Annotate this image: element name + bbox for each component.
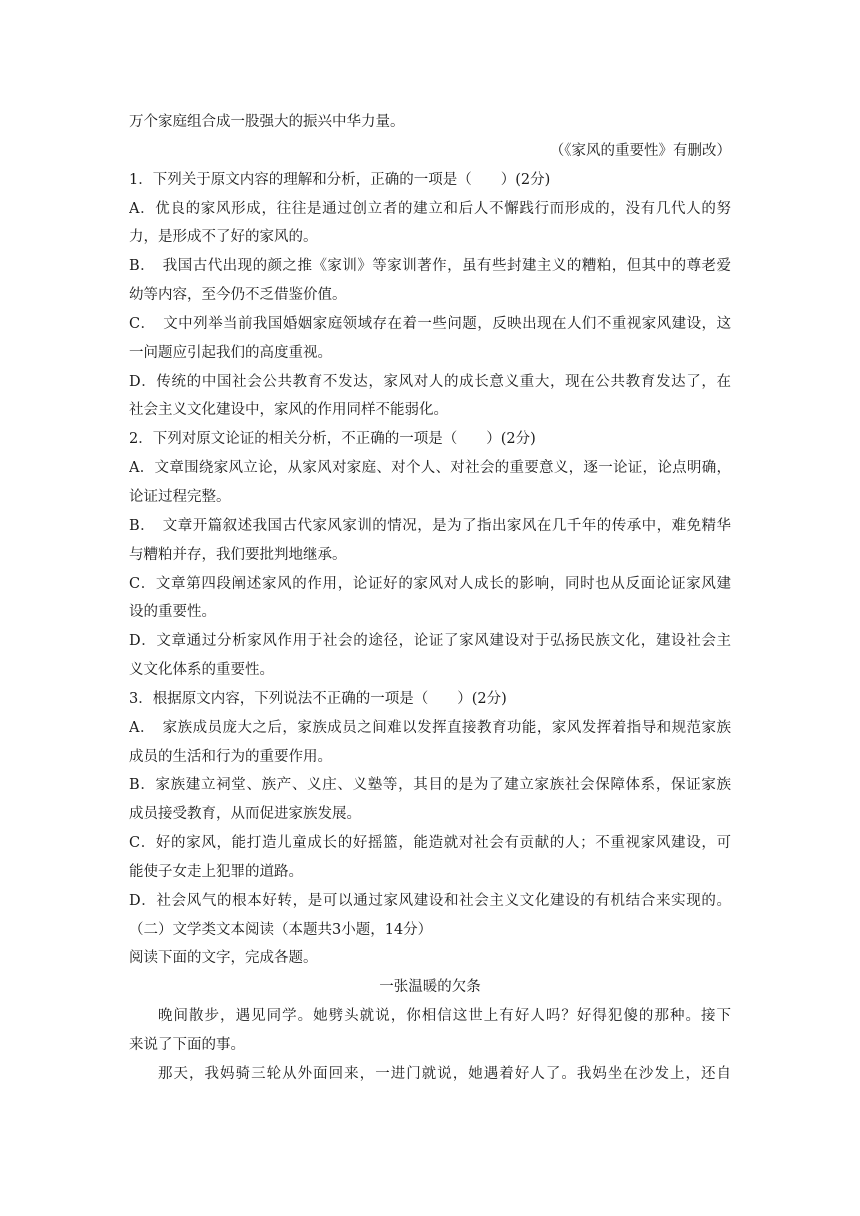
text-line: 那天，我妈骑三轮从外面回来，一进门就说，她遇着好人了。我妈坐在沙发上，还自 xyxy=(158,1065,731,1082)
text-line: 义文化体系的重要性。 xyxy=(129,662,274,679)
text-line: C．文章第四段阐述家风的作用，论证好的家风对人成长的影响，同时也从反面论证家风建 xyxy=(129,575,731,592)
section-title: 一张温暖的欠条 xyxy=(379,979,481,996)
text-line: 设的重要性。 xyxy=(129,604,216,621)
text-line: （二）文学类文本阅读（本题共3小题，14分） xyxy=(129,921,433,938)
text-line: 来说了下面的事。 xyxy=(129,1037,245,1053)
text-line: 3．根据原文内容，下列说法不正确的一项是（ ）(2分) xyxy=(129,690,507,707)
text-line: （《家风的重要性》有删改） xyxy=(549,142,731,159)
text-line: 与糟粕并存，我们要批判地继承。 xyxy=(129,546,347,563)
text-line: B．家族建立祠堂、族产、义庄、义塾等，其目的是为了建立家族社会保障体系，保证家族 xyxy=(129,777,731,794)
text-line: 幼等内容，至今仍不乏借鉴价值。 xyxy=(129,287,347,304)
text-line: 论证过程完整。 xyxy=(129,488,231,505)
text-line: 晚间散步，遇见同学。她劈头就说，你相信这世上有好人吗？好得犯傻的那种。接下 xyxy=(158,1008,731,1025)
text-line: 能使子女走上犯罪的道路。 xyxy=(129,863,303,880)
text-line: C． 文中列举当前我国婚姻家庭领域存在着一些问题，反映出现在人们不重视家风建设，这 xyxy=(129,315,731,332)
text-line: B． 我国古代出现的颜之推《家训》等家训著作，虽有些封建主义的糟粕，但其中的尊老爱 xyxy=(129,258,731,275)
text-line: 成员接受教育，从而促进家族发展。 xyxy=(129,806,361,823)
text-line: 成员的生活和行为的重要作用。 xyxy=(129,748,332,765)
text-line: 阅读下面的文字，完成各题。 xyxy=(129,950,318,967)
text-line: D．传统的中国社会公共教育不发达，家风对人的成长意义重大，现在公共教育发达了，在 xyxy=(129,373,731,390)
text-line: 万个家庭组合成一股强大的振兴中华力量。 xyxy=(129,114,405,130)
text-line: 社会主义文化建设中，家风的作用同样不能弱化。 xyxy=(129,402,448,419)
text-line: A．优良的家风形成，往往是通过创立者的建立和后人不懈践行而形成的，没有几代人的努 xyxy=(129,200,731,217)
text-line: A．文章围绕家风立论，从家风对家庭、对个人、对社会的重要意义，逐一论证，论点明确， xyxy=(129,460,731,477)
text-line: D．文章通过分析家风作用于社会的途径，论证了家风建设对于弘扬民族文化，建设社会主 xyxy=(129,633,731,650)
text-line: 力，是形成不了好的家风的。 xyxy=(129,229,318,246)
text-line: C．好的家风，能打造儿童成长的好摇篮，能造就对社会有贡献的人；不重视家风建设，可 xyxy=(129,835,731,852)
text-line: 2．下列对原文论证的相关分析，不正确的一项是（ ）(2分) xyxy=(129,431,536,448)
text-line: D．社会风气的根本好转，是可以通过家风建设和社会主义文化建设的有机结合来实现的。 xyxy=(129,892,731,909)
text-line: B． 文章开篇叙述我国古代家风家训的情况，是为了指出家风在几千年的传承中，难免精华 xyxy=(129,517,731,534)
document-body xyxy=(129,108,731,1089)
text-line: A． 家族成员庞大之后，家族成员之间难以发挥直接教育功能，家风发挥着指导和规范家族 xyxy=(129,719,731,736)
text-line: 1．下列关于原文内容的理解和分析，正确的一项是（ ）(2分) xyxy=(129,171,551,188)
text-line: 一问题应引起我们的高度重视。 xyxy=(129,344,332,361)
